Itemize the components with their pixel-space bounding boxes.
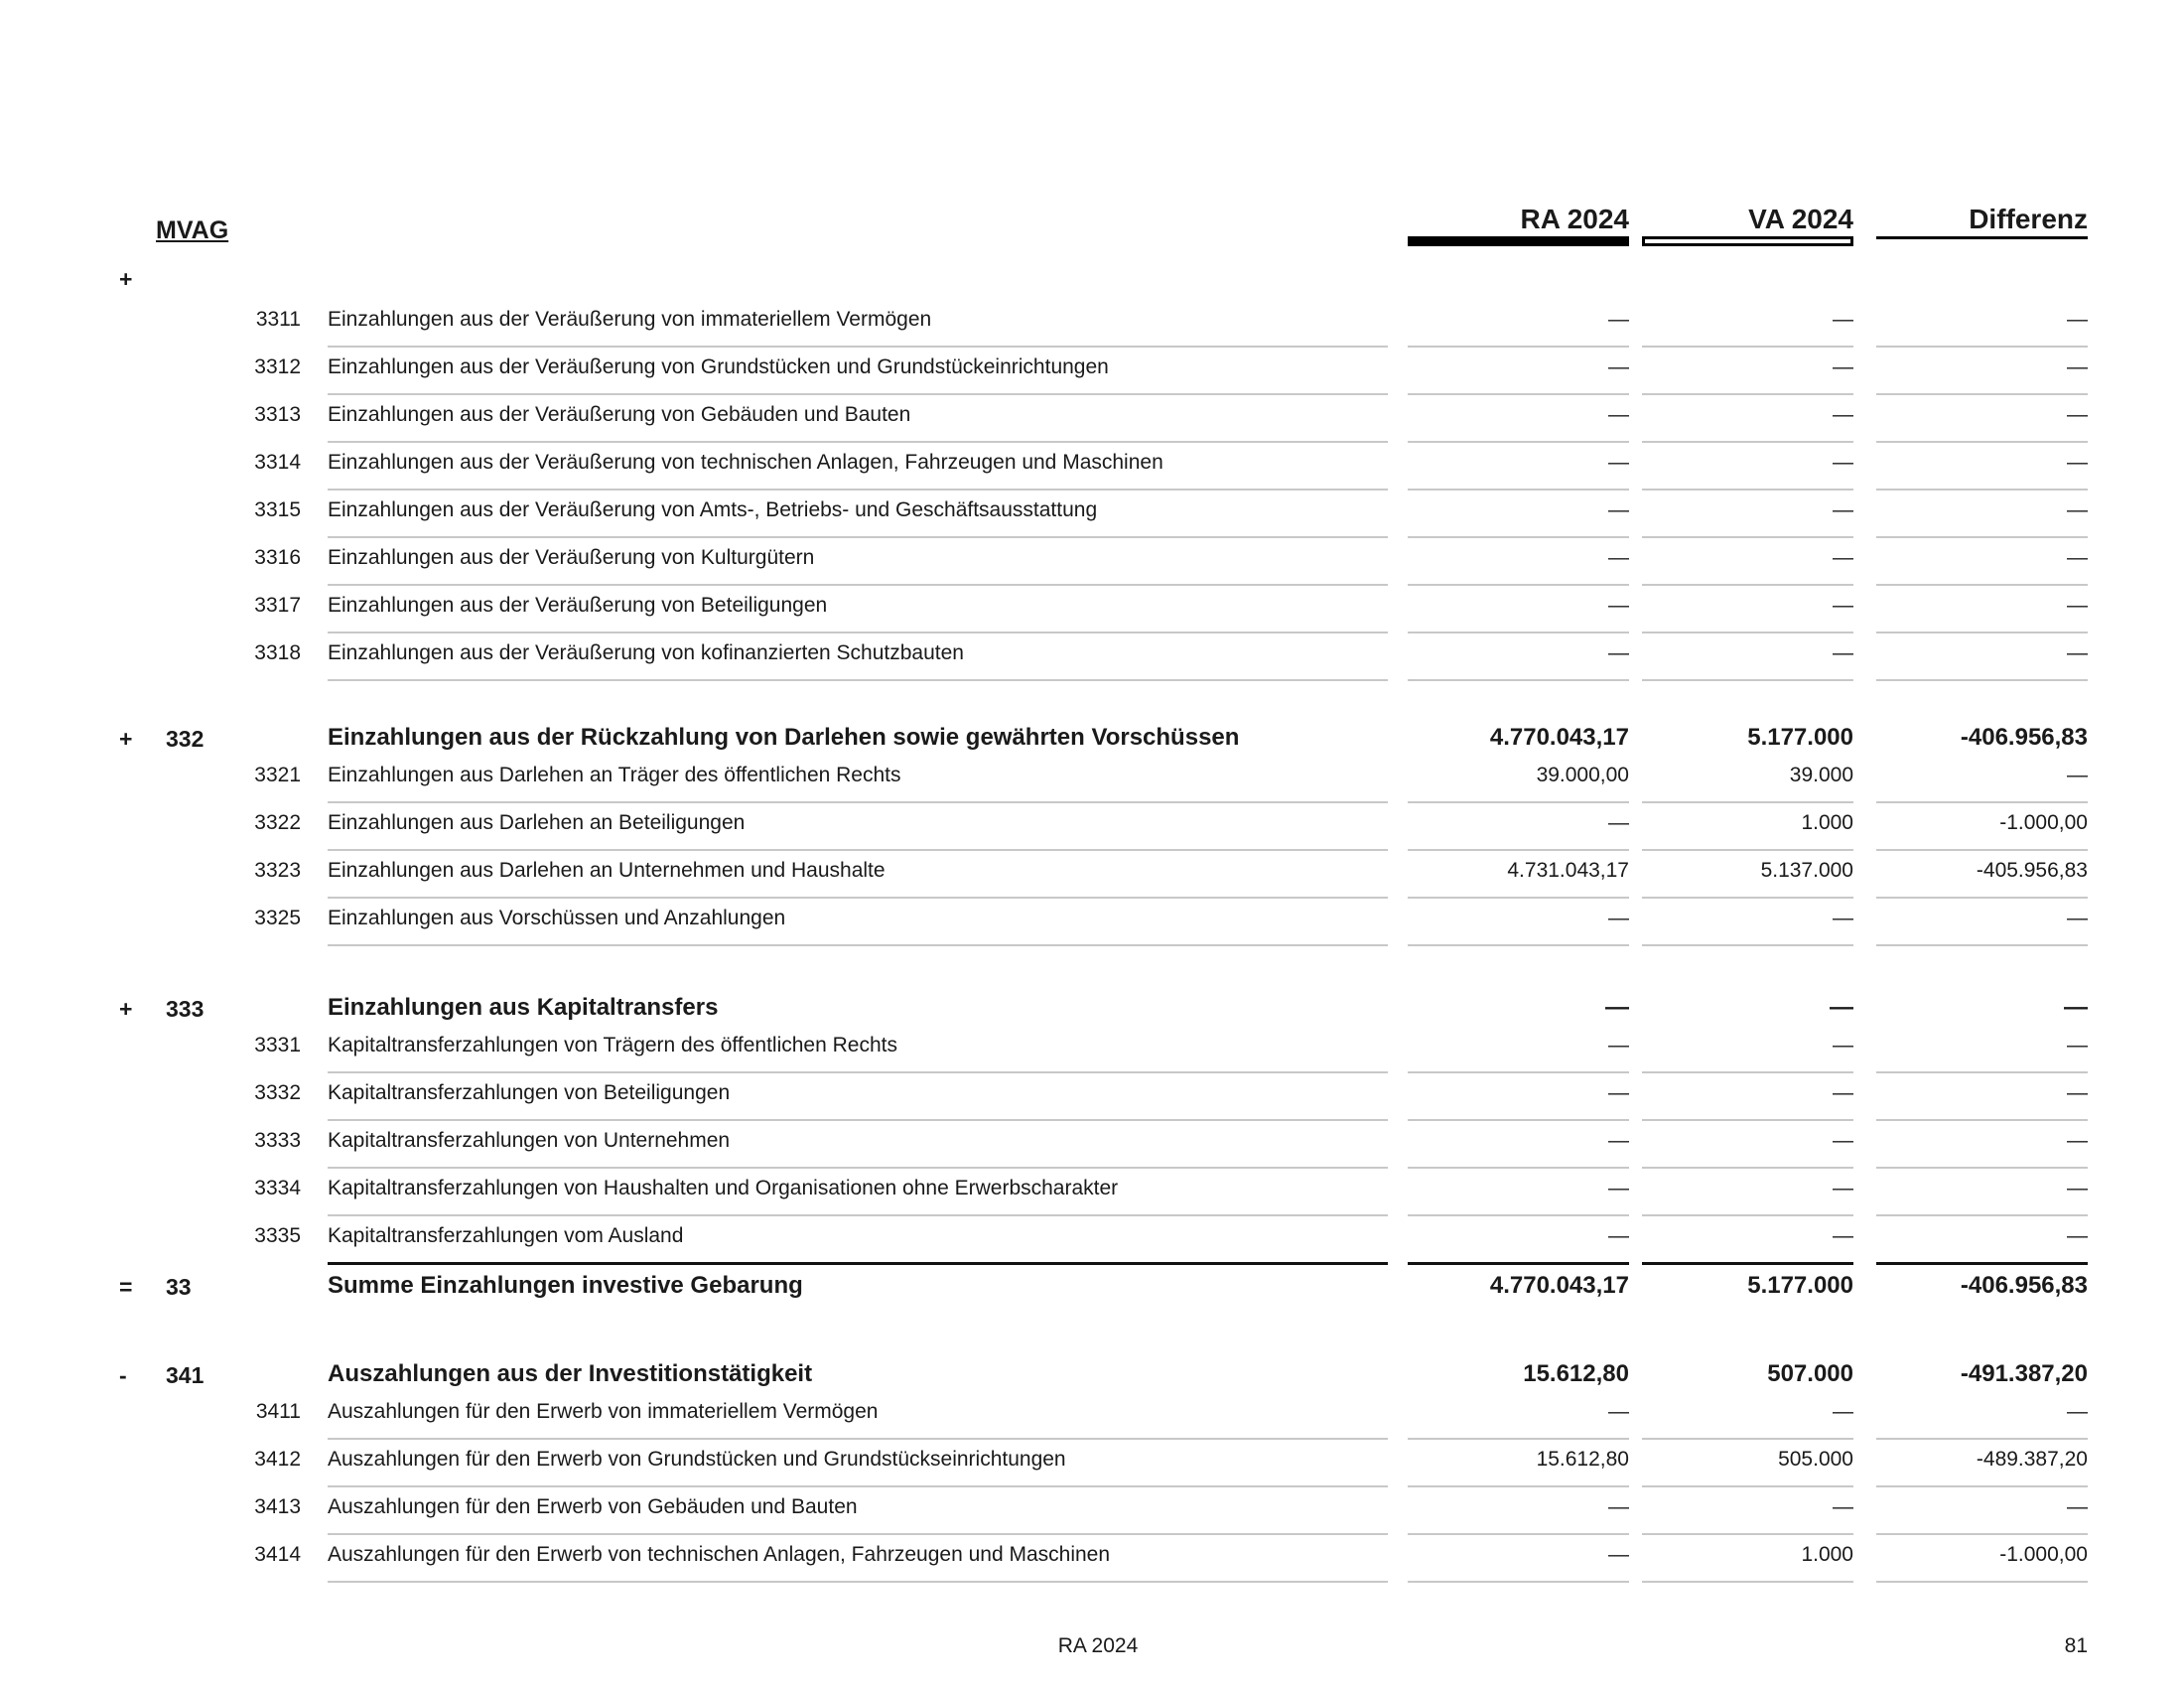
row-label: Einzahlungen aus Vorschüssen und Anzahlungen [328, 907, 786, 929]
row-subcode: 3318 [254, 641, 301, 664]
row-subcode: 3321 [254, 764, 301, 786]
column-header-va-2024: VA 2024 [1748, 204, 1853, 234]
row-value-diff: — [2067, 546, 2088, 569]
row-value-va: 5.137.000 [1760, 859, 1853, 882]
column-header-differenz: Differenz [1969, 204, 2088, 234]
row-divider [1408, 944, 1629, 946]
row-value-va: 5.177.000 [1747, 724, 1853, 751]
row-value-ra: 4.770.043,17 [1489, 1272, 1629, 1299]
row-code: 33 [166, 1274, 192, 1300]
row-sign: + [119, 726, 133, 752]
row-value-diff: — [2067, 1129, 2088, 1152]
row-label: Einzahlungen aus Darlehen an Beteiligungen [328, 811, 746, 834]
table-row [0, 1034, 2184, 1067]
row-divider [1642, 1071, 1853, 1073]
row-divider [1642, 1581, 1853, 1583]
row-subcode: 3315 [254, 498, 301, 521]
row-label: Einzahlungen aus der Veräußerung von Gebäuden und Bauten [328, 403, 911, 426]
row-label: Einzahlungen aus der Veräußerung von kofinanzierten Schutzbauten [328, 641, 964, 664]
row-divider [1876, 679, 2088, 681]
row-sign: - [119, 1362, 127, 1388]
row-divider [1642, 1438, 1853, 1440]
row-code: 333 [166, 996, 205, 1022]
row-divider [328, 1167, 1388, 1169]
row-value-va: — [1833, 1177, 1853, 1199]
table-row [0, 1177, 2184, 1210]
row-divider [1876, 1167, 2088, 1169]
row-divider [1876, 393, 2088, 395]
row-divider [328, 584, 1388, 586]
row-divider [1408, 1214, 1629, 1216]
row-divider [1876, 1533, 2088, 1535]
table-row [0, 1495, 2184, 1529]
table-row [0, 1081, 2184, 1115]
row-value-ra: — [1608, 355, 1629, 378]
row-divider [1876, 944, 2088, 946]
row-value-ra: 4.731.043,17 [1507, 859, 1629, 882]
table-row [0, 1224, 2184, 1258]
row-value-ra: — [1608, 1543, 1629, 1566]
row-divider [1408, 1167, 1629, 1169]
row-code: 341 [166, 1362, 205, 1388]
row-subcode: 3312 [254, 355, 301, 378]
row-divider [328, 1119, 1388, 1121]
row-value-diff: — [2067, 1081, 2088, 1104]
row-value-va: 505.000 [1778, 1448, 1853, 1471]
row-value-ra: 4.770.043,17 [1489, 724, 1629, 751]
row-label: Einzahlungen aus Kapitaltransfers [328, 994, 719, 1021]
row-divider [1642, 536, 1853, 538]
row-divider [1408, 393, 1629, 395]
row-divider [1642, 346, 1853, 348]
table-row [0, 355, 2184, 389]
row-value-va: — [1833, 451, 1853, 474]
row-subcode: 3332 [254, 1081, 301, 1104]
row-value-diff: -1.000,00 [1999, 811, 2088, 834]
row-divider [1876, 1214, 2088, 1216]
row-value-diff: — [2067, 451, 2088, 474]
row-divider [1408, 536, 1629, 538]
table-row [0, 451, 2184, 485]
footer-title: RA 2024 [1057, 1634, 1139, 1657]
row-subcode: 3316 [254, 546, 301, 569]
row-label: Kapitaltransferzahlungen von Haushalten und Organisationen ohne Erwerbscharakter [328, 1177, 1119, 1199]
row-value-ra: 39.000,00 [1536, 764, 1629, 786]
row-divider [1642, 441, 1853, 443]
row-divider [1408, 897, 1629, 899]
page-number: 81 [2064, 1634, 2088, 1657]
row-divider [1408, 632, 1629, 633]
row-value-va: — [1833, 403, 1853, 426]
row-value-ra: — [1608, 641, 1629, 664]
row-divider [1642, 849, 1853, 851]
table-row [0, 764, 2184, 797]
row-divider [328, 393, 1388, 395]
row-value-va: 507.000 [1767, 1360, 1853, 1387]
row-divider [1876, 1438, 2088, 1440]
row-label: Einzahlungen aus Darlehen an Unternehmen und Haushalte [328, 859, 886, 882]
row-divider [328, 1071, 1388, 1073]
row-value-ra: — [1608, 546, 1629, 569]
row-value-ra: — [1608, 403, 1629, 426]
row-divider [328, 679, 1388, 681]
row-divider [1642, 1262, 1853, 1265]
row-label: Einzahlungen aus der Veräußerung von Beteiligungen [328, 594, 828, 617]
row-subcode: 3414 [254, 1543, 301, 1566]
row-value-va: — [1833, 907, 1853, 929]
row-subcode: 3334 [254, 1177, 301, 1199]
row-divider [1408, 346, 1629, 348]
row-subcode: 3323 [254, 859, 301, 882]
row-divider [1408, 1119, 1629, 1121]
row-value-diff: — [2067, 641, 2088, 664]
row-divider [328, 489, 1388, 491]
row-divider [1642, 632, 1853, 633]
row-value-va: — [1833, 355, 1853, 378]
row-divider [1408, 801, 1629, 803]
row-value-ra: — [1608, 1177, 1629, 1199]
row-divider [1876, 536, 2088, 538]
row-label: Auszahlungen für den Erwerb von Gebäuden und Bauten [328, 1495, 858, 1518]
table-row [0, 498, 2184, 532]
row-divider [1408, 1533, 1629, 1535]
row-label: Kapitaltransferzahlungen von Unternehmen [328, 1129, 731, 1152]
row-value-ra: — [1608, 1034, 1629, 1056]
row-value-diff: -1.000,00 [1999, 1543, 2088, 1566]
row-divider [1876, 632, 2088, 633]
row-divider [328, 1581, 1388, 1583]
row-sign: = [119, 1274, 133, 1300]
row-divider [1876, 1071, 2088, 1073]
row-divider [1876, 1581, 2088, 1583]
row-value-diff: -491.387,20 [1960, 1360, 2088, 1387]
row-divider [1408, 1262, 1629, 1265]
row-label: Kapitaltransferzahlungen vom Ausland [328, 1224, 684, 1247]
row-value-ra: — [1608, 498, 1629, 521]
group-row [0, 996, 2184, 1030]
row-value-va: — [1833, 641, 1853, 664]
row-value-va: — [1833, 1034, 1853, 1056]
row-label: Summe Einzahlungen investive Gebarung [328, 1272, 803, 1299]
row-divider [328, 801, 1388, 803]
row-label: Auszahlungen aus der Investitionstätigkeit [328, 1360, 813, 1387]
row-divider [1408, 1485, 1629, 1487]
row-value-diff: — [2067, 1495, 2088, 1518]
row-divider [328, 1262, 1388, 1265]
row-value-va: 1.000 [1801, 1543, 1853, 1566]
row-value-diff: -405.956,83 [1976, 859, 2088, 882]
row-sign: + [119, 996, 133, 1022]
row-label: Auszahlungen für den Erwerb von immateriellem Vermögen [328, 1400, 879, 1423]
row-value-va: — [1830, 994, 1853, 1021]
row-divider [328, 944, 1388, 946]
row-divider [1876, 1485, 2088, 1487]
row-label: Einzahlungen aus Darlehen an Träger des öffentlichen Rechts [328, 764, 901, 786]
row-divider [328, 849, 1388, 851]
row-value-ra: — [1608, 308, 1629, 331]
table-row [0, 1400, 2184, 1434]
row-divider [328, 1533, 1388, 1535]
row-value-diff: — [2067, 355, 2088, 378]
row-subcode: 3322 [254, 811, 301, 834]
row-divider [1876, 441, 2088, 443]
row-divider [1642, 393, 1853, 395]
row-divider [1876, 1262, 2088, 1265]
table-row [0, 1129, 2184, 1163]
row-value-ra: — [1605, 994, 1629, 1021]
row-subcode: 3311 [255, 308, 301, 331]
row-divider [328, 1214, 1388, 1216]
row-label: Einzahlungen aus der Veräußerung von technischen Anlagen, Fahrzeugen und Maschinen [328, 451, 1163, 474]
row-divider [328, 1485, 1388, 1487]
row-divider [1876, 897, 2088, 899]
table-row [0, 1543, 2184, 1577]
row-label: Einzahlungen aus der Veräußerung von Amts-, Betriebs- und Geschäftsausstattung [328, 498, 1098, 521]
group-row [0, 726, 2184, 760]
row-value-diff: -406.956,83 [1960, 724, 2088, 751]
row-value-ra: — [1608, 811, 1629, 834]
row-value-diff: — [2067, 1177, 2088, 1199]
row-divider [1408, 849, 1629, 851]
row-divider [1642, 897, 1853, 899]
table-row [0, 594, 2184, 628]
row-value-va: — [1833, 546, 1853, 569]
row-value-ra: — [1608, 1495, 1629, 1518]
column-header-ra-2024: RA 2024 [1520, 204, 1629, 234]
row-value-va: — [1833, 1224, 1853, 1247]
row-subcode: 3335 [254, 1224, 301, 1247]
row-value-va: — [1833, 1129, 1853, 1152]
row-divider [1408, 1071, 1629, 1073]
row-subcode: 3413 [254, 1495, 301, 1518]
row-value-diff: — [2067, 1400, 2088, 1423]
table-row [0, 811, 2184, 845]
row-label: Einzahlungen aus der Veräußerung von immateriellem Vermögen [328, 308, 932, 331]
row-divider [1876, 849, 2088, 851]
row-value-ra: 15.612,80 [1523, 1360, 1629, 1387]
group-row [0, 1362, 2184, 1396]
row-divider [1876, 346, 2088, 348]
table-row [0, 308, 2184, 342]
row-value-va: 39.000 [1789, 764, 1853, 786]
row-value-diff: — [2067, 403, 2088, 426]
row-divider [1408, 489, 1629, 491]
row-value-va: 1.000 [1801, 811, 1853, 834]
row-label: Auszahlungen für den Erwerb von Grundstücken und Grundstückseinrichtungen [328, 1448, 1066, 1471]
column-bar-ra [1408, 236, 1629, 246]
row-label: Einzahlungen aus der Veräußerung von Grundstücken und Grundstückeinrichtungen [328, 355, 1109, 378]
row-divider [1408, 441, 1629, 443]
row-divider [1642, 1119, 1853, 1121]
row-divider [1642, 679, 1853, 681]
row-value-diff: — [2067, 308, 2088, 331]
row-subcode: 3412 [254, 1448, 301, 1471]
row-value-diff: -406.956,83 [1960, 1272, 2088, 1299]
row-code: 332 [166, 726, 205, 752]
row-divider [1642, 1167, 1853, 1169]
row-value-ra: — [1608, 1400, 1629, 1423]
row-divider [1642, 1533, 1853, 1535]
row-value-va: — [1833, 498, 1853, 521]
table-row [0, 859, 2184, 893]
row-subcode: 3317 [254, 594, 301, 617]
row-value-ra: — [1608, 1224, 1629, 1247]
row-divider [1408, 584, 1629, 586]
row-value-va: — [1833, 308, 1853, 331]
row-subcode: 3313 [254, 403, 301, 426]
row-value-diff: — [2067, 1224, 2088, 1247]
row-value-ra: — [1608, 1129, 1629, 1152]
row-divider [328, 632, 1388, 633]
row-value-va: — [1833, 594, 1853, 617]
row-divider [1642, 1485, 1853, 1487]
row-value-diff: — [2067, 1034, 2088, 1056]
row-divider [1408, 679, 1629, 681]
row-value-diff: — [2067, 907, 2088, 929]
row-divider [1642, 489, 1853, 491]
row-value-va: — [1833, 1495, 1853, 1518]
row-value-va: 5.177.000 [1747, 1272, 1853, 1299]
row-divider [328, 536, 1388, 538]
column-bar-diff [1876, 236, 2088, 239]
row-value-ra: — [1608, 451, 1629, 474]
mvag-header: MVAG [156, 216, 229, 244]
row-subcode: 3411 [255, 1400, 301, 1423]
row-value-diff: — [2064, 994, 2088, 1021]
row-subcode: 3314 [254, 451, 301, 474]
row-divider [328, 1438, 1388, 1440]
row-value-diff: — [2067, 498, 2088, 521]
row-divider [328, 897, 1388, 899]
row-divider [1642, 944, 1853, 946]
row-value-ra: — [1608, 1081, 1629, 1104]
row-value-diff: — [2067, 764, 2088, 786]
row-divider [328, 346, 1388, 348]
row-value-ra: — [1608, 594, 1629, 617]
row-divider [1642, 584, 1853, 586]
row-label: Kapitaltransferzahlungen von Beteiligungen [328, 1081, 731, 1104]
row-value-va: — [1833, 1400, 1853, 1423]
row-value-va: — [1833, 1081, 1853, 1104]
row-divider [1876, 1119, 2088, 1121]
table-row [0, 641, 2184, 675]
row-divider [1876, 584, 2088, 586]
row-value-ra: — [1608, 907, 1629, 929]
row-divider [1642, 1214, 1853, 1216]
row-subcode: 3331 [254, 1034, 301, 1056]
row-divider [1408, 1581, 1629, 1583]
group-row [0, 1274, 2184, 1308]
top-sign: + [119, 266, 133, 292]
table-row [0, 546, 2184, 580]
row-divider [328, 441, 1388, 443]
row-label: Einzahlungen aus der Veräußerung von Kulturgütern [328, 546, 815, 569]
row-divider [1408, 1438, 1629, 1440]
row-label: Einzahlungen aus der Rückzahlung von Darlehen sowie gewährten Vorschüssen [328, 724, 1240, 751]
table-row [0, 1448, 2184, 1481]
table-row [0, 907, 2184, 940]
row-subcode: 3333 [254, 1129, 301, 1152]
row-divider [1876, 489, 2088, 491]
row-subcode: 3325 [254, 907, 301, 929]
column-bar-va [1642, 236, 1853, 246]
row-value-diff: -489.387,20 [1976, 1448, 2088, 1471]
row-divider [1642, 801, 1853, 803]
row-label: Kapitaltransferzahlungen von Trägern des öffentlichen Rechts [328, 1034, 897, 1056]
table-row [0, 403, 2184, 437]
row-value-diff: — [2067, 594, 2088, 617]
row-label: Auszahlungen für den Erwerb von technischen Anlagen, Fahrzeugen und Maschinen [328, 1543, 1111, 1566]
row-divider [1876, 801, 2088, 803]
row-value-ra: 15.612,80 [1536, 1448, 1629, 1471]
